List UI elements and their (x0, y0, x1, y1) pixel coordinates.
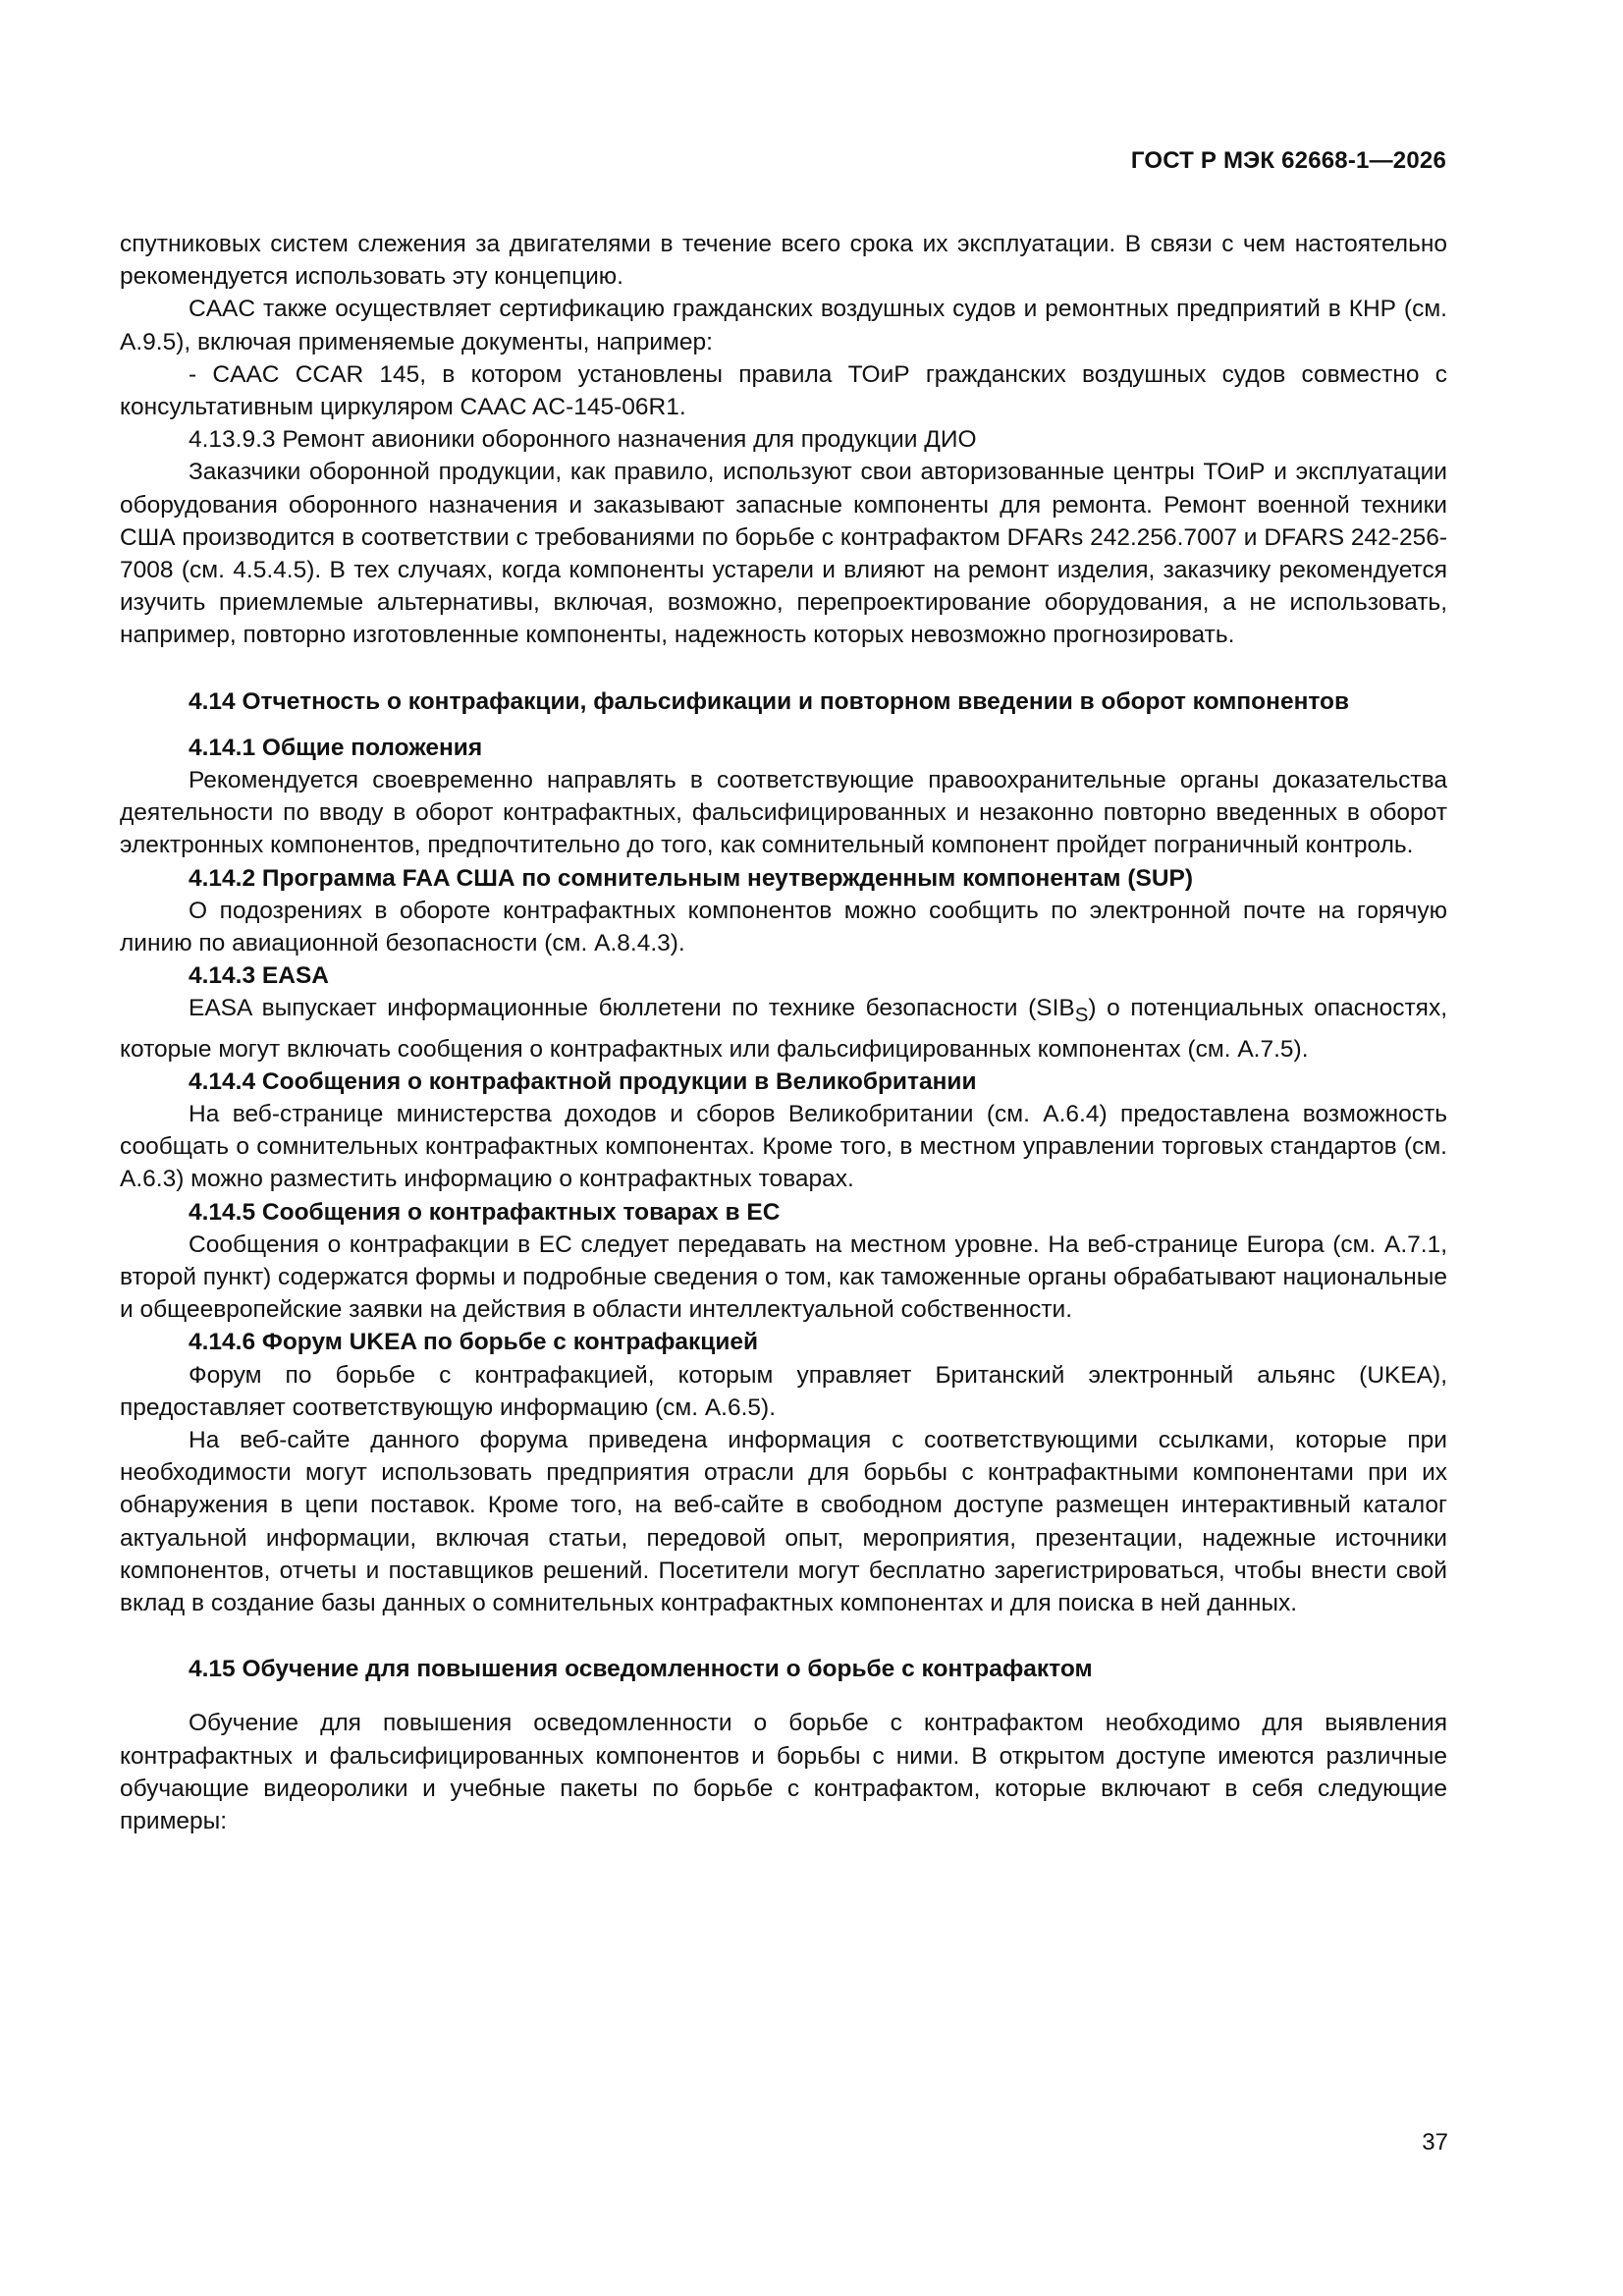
paragraph-text: EASA выпускает информационные бюллетени по технике безопасности (SIB (189, 995, 1075, 1022)
paragraph: На веб-странице министерства доходов и сборов Великобритании (см. A.6.4) предоставлена возможность сообщать о сомнительных контрафактных компонентах. Кроме того, в местном управлении торговых стандартов (см. A.6.3) можно разместить информацию о контрафактных товарах. (120, 1100, 1447, 1193)
paragraph: спутниковых систем слежения за двигателями в течение всего срока их эксплуатации. В связи с чем настоятельно рекомендуется использовать эту концепцию. (120, 231, 1447, 291)
section-heading: 4.14 Отчетность о контрафакции, фальсификации и повторном введении в оборот компонентов (189, 687, 1350, 715)
paragraph: Рекомендуется своевременно направлять в соответствующие правоохранительные органы доказательства деятельности по вводу в оборот контрафактных, фальсифицированных и незаконно повторно введенных в оборот электронных компонентов, предпочтительно до того, как сомнительный компонент пройдет пограничный контроль. (120, 767, 1447, 859)
paragraph: Заказчики оборонной продукции, как правило, используют свои авторизованные центры ТОиР и эксплуатации оборудования оборонного назначения и заказывают запасные компоненты для ремонта. Ремонт военной техники США производится в соответствии с требованиями по борьбе с контрафактом DFARs 242.256.7007 и DFARS 242-256-7008 (см. 4.5.4.5). В тех случаях, когда компоненты устарели и влияют на ремонт изделия, заказчику рекомендуется изучить приемлемые альтернативы, включая, возможно, перепроектирование оборудования, а не использовать, например, повторно изготовленные компоненты, надежность которых невозможно прогнозировать. (120, 459, 1447, 649)
paragraph: Обучение для повышения осведомленности о борьбе с контрафактом необходимо для выявления контрафактных и фальсифицированных компонентов и борьбы с ними. В открытом доступе имеются различные обучающие видеоролики и учебные пакеты по борьбе с контрафактом, которые включают в себя следующие примеры: (120, 1710, 1447, 1835)
paragraph: Форум по борьбе с контрафакцией, которым управляет Британский электронный альянс (UKEA), предоставляет соответствующую информацию (см. A.6.5). (120, 1361, 1447, 1421)
paragraph: Сообщения о контрафакции в ЕС следует передавать на местном уровне. На веб-странице Europa (см. A.7.1, второй пункт) содержатся формы и подробные сведения о том, как таможенные органы обрабатывают национальные и общеевропейские заявки на действия в области интеллектуальной собственности. (120, 1230, 1447, 1324)
page-number: 37 (1422, 2129, 1448, 2156)
paragraph-text: ) о потенциальных опасностях, которые могут включать сообщения о контрафактных или фальсифицированных компонентах (см. A.7.5). (120, 995, 1447, 1063)
subscript-text: S (1074, 1005, 1089, 1027)
paragraph: О подозрениях в обороте контрафактных компонентов можно сообщить по электронной почте на горячую линию по авиационной безопасности (см. A.8.4.3). (120, 897, 1447, 957)
paragraph: На веб-сайте данного форума приведена информация с соответствующими ссылками, которые при необходимости могут использовать предприятия отрасли для борьбы с контрафактными компонентами при их обнаружения в цепи поставок. Кроме того, на веб-сайте в свободном доступе размещен интерактивный каталог актуальной информации, включая статьи, передовой опыт, мероприятия, презентации, надежные источники компонентов, отчеты и поставщиков решений. Посетители могут бесплатно зарегистрироваться, чтобы внести свой вклад в создание базы данных о сомнительных контрафактных компонентах и для поиска в ней данных. (120, 1427, 1447, 1617)
subsection-heading: 4.14.2 Программа FAA США по сомнительным неутвержденным компонентам (SUP) (189, 864, 1194, 892)
paragraph (120, 992, 1447, 1065)
paragraph: CAAC также осуществляет сертификацию гражданских воздушных судов и ремонтных предприятий в КНР (см. A.9.5), включая применяемые документы, например: (120, 296, 1447, 355)
subsection-heading: 4.14.5 Сообщения о контрафактных товарах в ЕС (189, 1198, 781, 1226)
subsection-title: 4.13.9.3 Ремонт авионики оборонного назначения для продукции ДИО (189, 426, 977, 454)
subsection-heading: 4.14.1 Общие положения (189, 734, 483, 761)
subsection-heading: 4.14.6 Форум UKEA по борьбе с контрафакцией (189, 1329, 759, 1356)
list-item: - CAAC CCAR 145, в котором установлены правила ТОиР гражданских воздушных судов совместно с консультативным циркуляром CAAC AC-145-06R1. (120, 360, 1447, 421)
document-header: ГОСТ Р МЭК 62668-1—2026 (1130, 147, 1446, 174)
document-body (120, 228, 1447, 1837)
section-heading: 4.15 Обучение для повышения осведомленности о борьбе с контрафактом (189, 1656, 1093, 1683)
subsection-heading: 4.14.4 Сообщения о контрафактной продукции в Великобритании (189, 1067, 977, 1095)
subsection-heading: 4.14.3 EASA (189, 962, 329, 990)
